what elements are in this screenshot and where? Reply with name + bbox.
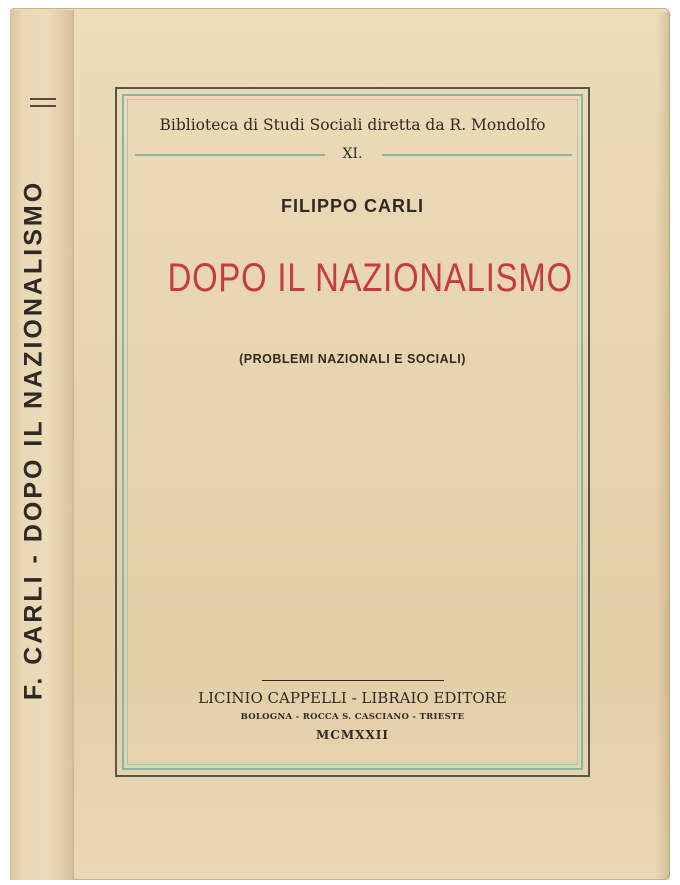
spine-top-rule — [30, 98, 56, 100]
series-number: XI. — [342, 146, 363, 162]
publisher-name: LICINIO CAPPELLI - LIBRAIO EDITORE — [198, 689, 507, 707]
publisher-rule — [262, 680, 444, 681]
book-subtitle: (PROBLEMI NAZIONALI E SOCIALI) — [239, 352, 466, 366]
publication-year: MCMXXII — [316, 728, 389, 742]
author-name: FILIPPO CARLI — [281, 196, 424, 216]
spine-title: F. CARLI - DOPO IL NAZIONALISMO — [19, 179, 48, 701]
publisher-cities: BOLOGNA - ROCCA S. CASCIANO - TRIESTE — [240, 712, 465, 722]
book-title: DOPO IL NAZIONALISMO — [167, 256, 573, 300]
page-edge-shadow — [656, 12, 670, 880]
series-title: Biblioteca di Studi Sociali diretta da R. Mondolfo — [159, 116, 546, 134]
series-rule-right — [382, 154, 572, 156]
spine-top-rule-2 — [30, 105, 56, 107]
